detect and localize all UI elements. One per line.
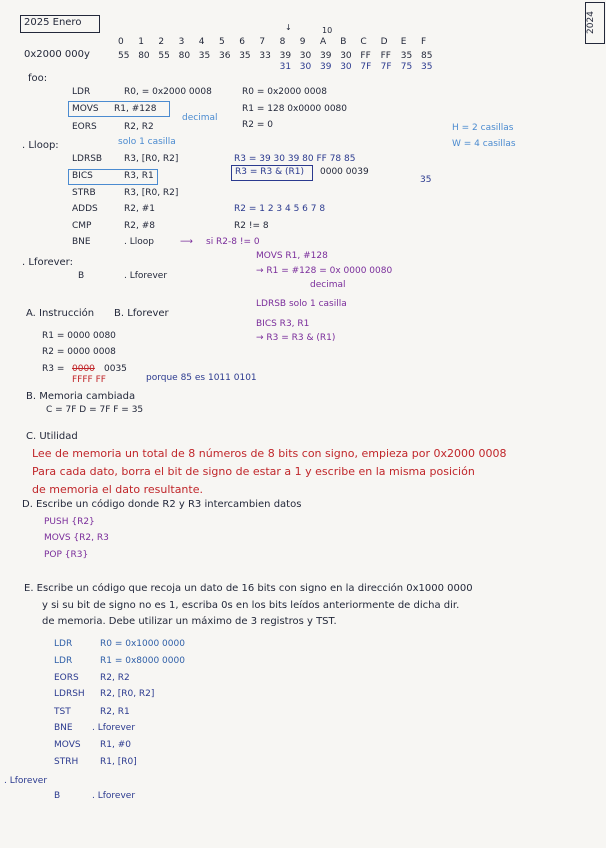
foo-op-1: LDR [72,87,91,97]
section-e-lforever-op: B [54,791,61,801]
memory-value-11: 30 [340,51,352,61]
section-d-line-2: MOVS {R2, R3 [44,533,109,543]
lloop-op-5: CMP [72,221,92,231]
memory-value-second-5: 7F [380,62,392,72]
section-e-op-3: EORS [54,673,79,683]
memory-value-8: 39 [279,51,292,61]
section-a-b-label: B. Lforever [114,308,169,319]
section-e-op-2: LDR [54,656,73,666]
side-note-2: → R1 = #128 = 0x 0000 0080 [256,266,393,276]
note-halfword: H = 2 casillas [452,123,514,133]
memory-value-5: 36 [219,51,231,61]
memory-index-4: 4 [198,37,205,47]
memory-value-second-1: 30 [299,62,312,72]
section-e-args-7: R1, #0 [100,740,131,750]
section-e-label-3: de memoria. Debe utilizar un máximo de 3 registros y TST. [42,616,337,627]
section-c-text-1: Lee de memoria un total de 8 números de 8 bits con signo, empieza por 0x2000 0008 [32,447,507,460]
foo-args-1: R0, = 0x2000 0008 [124,87,212,97]
branch-arrow-icon: ⟶ [180,237,193,247]
foo-label: foo: [28,73,48,84]
section-a-r3-second: FFFF FF [72,375,106,385]
lloop-note-branch: si R2-8 != 0 [206,237,260,247]
foo-decimal-note: decimal [182,113,218,123]
memory-index-2: 2 [158,37,165,47]
lloop-note-r2-ne: R2 != 8 [234,221,269,231]
memory-value-second-7: 35 [421,62,433,72]
lloop-args-1: R3, [R0, R2] [124,154,179,164]
section-e-label-1: E. Escribe un código que recoja un dato de 16 bits con signo en la dirección 0x1000 0000 [24,583,473,594]
lforever-arg: . Lforever [124,271,168,281]
memory-value-second-3: 30 [340,62,352,72]
section-a-r3-label: R3 = [42,364,65,374]
note-word: W = 4 casillas [452,139,516,149]
section-a-porque: porque 85 es 1011 0101 [146,373,257,383]
memory-value-9: 30 [299,51,312,61]
section-e-args-5: R2, R1 [100,707,130,717]
section-c-text-3: de memoria el dato resultante. [32,483,203,496]
foo-note-r1: R1 = 128 0x0000 0080 [242,104,348,114]
lloop-op-1: LDRSB [72,154,103,164]
section-e-args-3: R2, R2 [100,673,130,683]
memory-index-10: A [320,37,327,47]
section-e-lforever-label: . Lforever [4,776,48,786]
memory-index-12: C [360,37,367,47]
lloop-note-r3-extra: 35 [420,175,432,185]
section-c-text-2: Para cada dato, borra el bit de signo de estar a 1 y escribe en la misma posición [32,465,475,478]
memory-value-10: 39 [320,51,332,61]
memory-value-2: 55 [158,51,170,61]
lloop-op-4: ADDS [72,204,98,214]
section-e-op-5: TST [54,707,71,717]
memory-index-5: 5 [219,37,225,47]
memory-value-7: 33 [259,51,271,61]
section-e-op-4: LDRSH [54,689,85,699]
lloop-note-r3-value: 0000 0039 [320,167,369,177]
section-a-r3-val: 0035 [104,364,127,374]
lloop-op-6: BNE [72,237,91,247]
memory-index-0: 0 [118,37,124,47]
section-a-r2: R2 = 0000 0008 [42,347,116,357]
section-d-line-1: PUSH {R2} [44,517,95,527]
lloop-args-6: . Lloop [124,237,154,247]
lloop-args-4: R2, #1 [124,204,155,214]
foo-args-2: R1, #128 [114,104,157,114]
side-note-3: decimal [310,280,346,290]
section-e-op-8: STRH [54,757,79,767]
memory-index-15: F [421,37,427,47]
foo-op-3: EORS [72,122,97,132]
lloop-op-2: BICS [72,171,93,181]
memory-address: 0x2000 000y [24,49,90,60]
foo-note-r2: R2 = 0 [242,120,273,130]
foo-note-r0: R0 = 0x2000 0008 [242,87,327,97]
memory-value-6: 35 [239,51,251,61]
section-a-r1: R1 = 0000 0080 [42,331,116,341]
memory-value-0: 55 [118,51,130,61]
memory-value-12: FF [360,51,371,61]
memory-index-7: 7 [259,37,266,47]
lloop-args-2: R3, R1 [124,171,154,181]
section-e-lforever-arg: . Lforever [92,791,136,801]
lloop-args-3: R3, [R0, R2] [124,188,179,198]
memory-index-8: 8 [279,37,286,47]
side-note-4: LDRSB solo 1 casilla [256,299,347,309]
memory-value-4: 35 [198,51,211,61]
side-note-6: → R3 = R3 & (R1) [256,333,336,343]
lloop-label: . Lloop: [22,140,59,151]
memory-value-3: 80 [178,51,191,61]
section-e-label-2: y si su bit de signo no es 1, escriba 0s en los bits leídos anteriormente de dicha dir. [42,600,460,611]
memory-value-second-2: 39 [320,62,332,72]
side-note-5: BICS R3, R1 [256,319,310,329]
memory-value-second-6: 75 [400,62,413,72]
lloop-note-r3-line: R3 = 39 30 39 80 FF 78 85 [234,154,356,164]
memory-index-1: 1 [138,37,144,47]
side-note-1: MOVS R1, #128 [256,251,328,261]
foo-op-2: MOVS [72,104,99,114]
section-e-args-2: R1 = 0x8000 0000 [100,656,185,666]
year-tag: 2024 [585,11,596,34]
memory-value-13: FF [380,51,391,61]
arrow-down-icon: ↓ [285,23,292,32]
memory-index-a-marker: 10 [322,26,333,35]
memory-index-13: D [380,37,388,47]
memory-value-15: 85 [421,51,433,61]
memory-index-14: E [400,37,407,47]
memory-index-9: 9 [299,37,306,47]
section-d-line-3: POP {R3} [44,550,89,560]
lforever-label: . Lforever: [22,257,73,268]
lloop-note-top: solo 1 casilla [118,137,176,147]
memory-index-6: 6 [239,37,245,47]
lloop-op-3: STRB [72,188,96,198]
section-e-op-7: MOVS [54,740,81,750]
lloop-note-r3-box: R3 = R3 & (R1) [235,167,304,177]
lforever-op: B [78,271,85,281]
section-e-op-1: LDR [54,639,73,649]
memory-index-11: B [340,37,347,47]
section-e-args-6: . Lforever [92,723,136,733]
memory-value-14: 35 [400,51,413,61]
section-a-label: A. Instrucción [26,308,95,319]
section-e-args-1: R0 = 0x1000 0000 [100,639,185,649]
memory-value-1: 80 [138,51,150,61]
section-b-values: C = 7F D = 7F F = 35 [46,405,144,415]
section-b-label: B. Memoria cambiada [26,391,136,402]
memory-value-second-4: 7F [360,62,372,72]
section-e-op-6: BNE [54,723,73,733]
lloop-args-5: R2, #8 [124,221,155,231]
memory-value-second-0: 31 [279,62,292,72]
foo-args-3: R2, R2 [124,122,154,132]
section-a-r3-struck: 0000 [72,364,95,374]
section-e-args-4: R2, [R0, R2] [100,689,155,699]
page-title: 2025 Enero [24,17,82,28]
lloop-note-r2-line: R2 = 1 2 3 4 5 6 7 8 [234,204,326,214]
memory-index-3: 3 [178,37,185,47]
section-d-label: D. Escribe un código donde R2 y R3 intercambien datos [22,499,302,510]
section-c-label: C. Utilidad [26,431,78,442]
section-e-args-8: R1, [R0] [100,757,137,767]
